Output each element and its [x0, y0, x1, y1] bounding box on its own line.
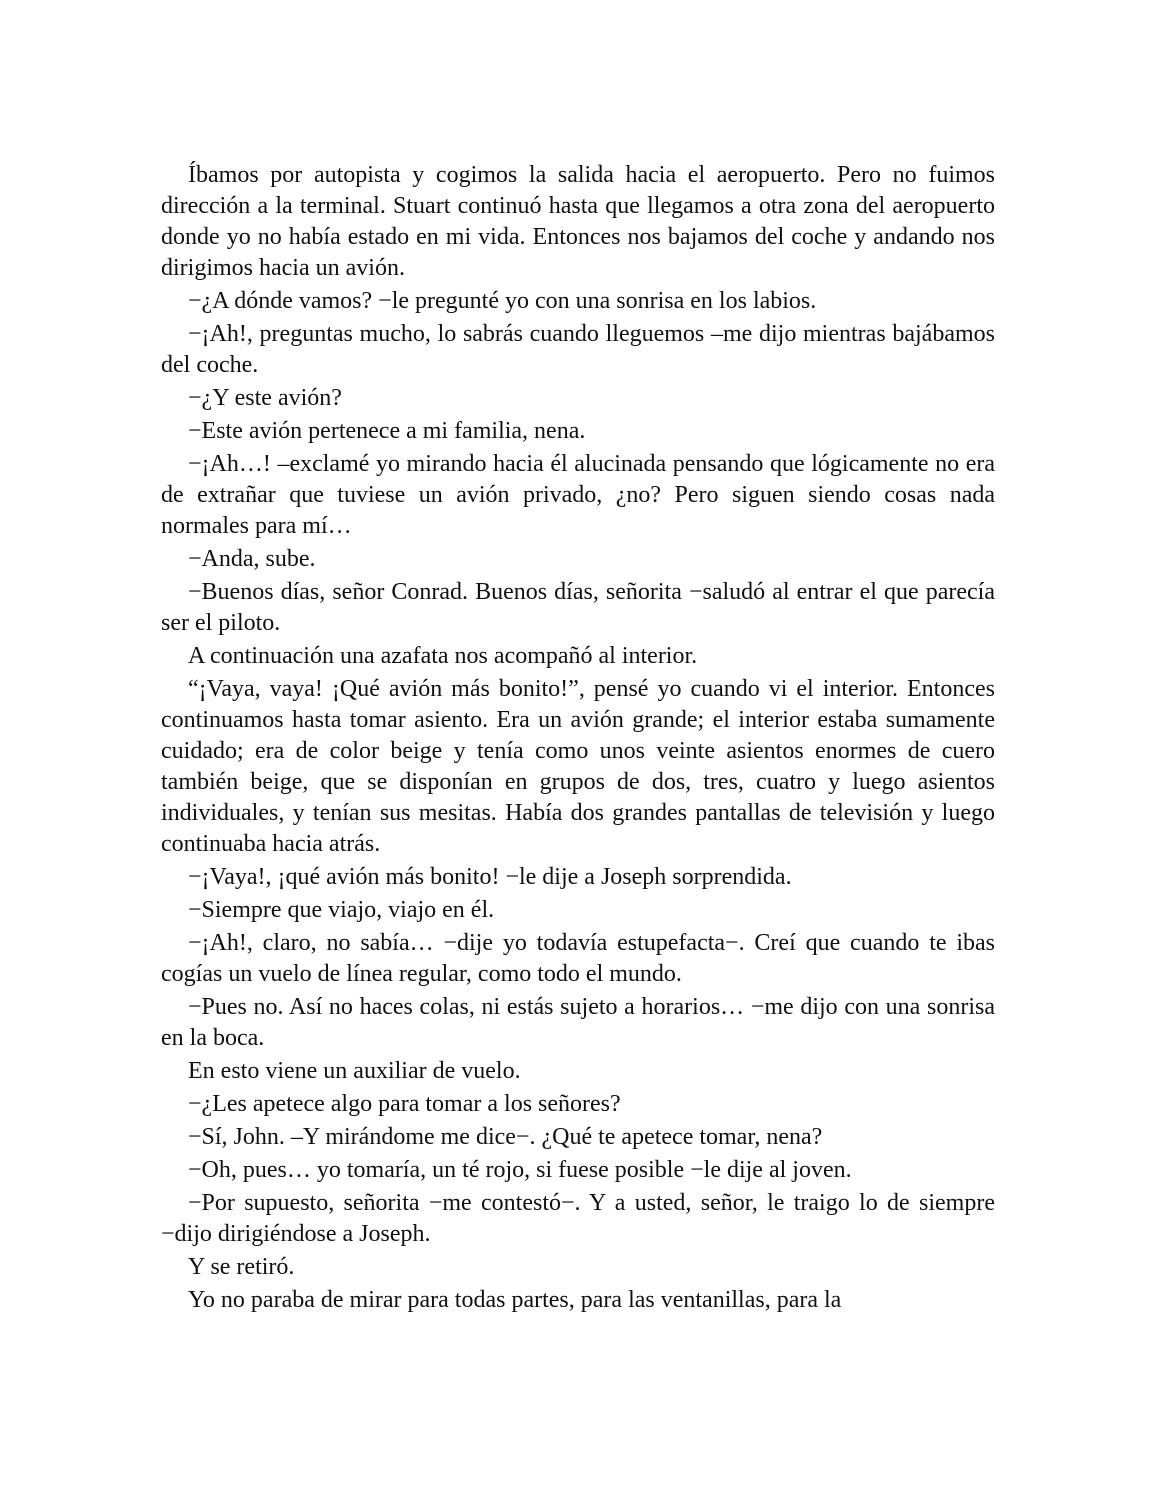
paragraph: −Pues no. Así no haces colas, ni estás sujeto a horarios… −me dijo con una sonrisa en la boca.: [161, 994, 995, 1051]
paragraph: −¿Les apetece algo para tomar a los señores?: [188, 1091, 621, 1117]
paragraph: −¿A dónde vamos? −le pregunté yo con una sonrisa en los labios.: [188, 288, 817, 314]
paragraph: −¡Vaya!, ¡qué avión más bonito! −le dije a Joseph sorprendida.: [188, 864, 792, 890]
paragraph: En esto viene un auxiliar de vuelo.: [188, 1058, 521, 1084]
paragraph: −¡Ah!, claro, no sabía… −dije yo todavía estupefacta−. Creí que cuando te ibas cogías un vuelo de línea regular, como todo el mundo.: [161, 930, 995, 987]
paragraph: −Oh, pues… yo tomaría, un té rojo, si fuese posible −le dije al joven.: [188, 1157, 852, 1183]
paragraph: −¿Y este avión?: [188, 385, 342, 411]
paragraph: −¡Ah!, preguntas mucho, lo sabrás cuando lleguemos –me dijo mientras bajábamos del coche.: [161, 321, 995, 378]
book-page-text: [161, 160, 995, 1318]
paragraph: −Por supuesto, señorita −me contestó−. Y a usted, señor, le traigo lo de siempre −dijo dirigiéndose a Joseph.: [161, 1190, 995, 1247]
paragraph: “¡Vaya, vaya! ¡Qué avión más bonito!”, pensé yo cuando vi el interior. Entonces continuamos hasta tomar asiento. Era un avión grande; el interior estaba sumamente cuidado; era de color beige y tenía como unos veinte asientos enormes de cuero también beige, que se disponían en grupos de dos, tres, cuatro y luego asientos individuales, y tenían sus mesitas. Había dos grandes pantallas de televisión y luego continuaba hacia atrás.: [161, 676, 995, 857]
paragraph: −Buenos días, señor Conrad. Buenos días, señorita −saludó al entrar el que parecía ser el piloto.: [161, 579, 995, 636]
paragraph: −Siempre que viajo, viajo en él.: [188, 897, 495, 923]
paragraph: −Este avión pertenece a mi familia, nena.: [188, 418, 586, 444]
paragraph: Yo no paraba de mirar para todas partes, para las ventanillas, para la: [188, 1287, 842, 1313]
paragraph: Y se retiró.: [188, 1254, 295, 1280]
paragraph: −Sí, John. –Y mirándome me dice−. ¿Qué te apetece tomar, nena?: [188, 1124, 823, 1150]
paragraph: −¡Ah…! –exclamé yo mirando hacia él alucinada pensando que lógicamente no era de extrañar que tuviese un avión privado, ¿no? Pero siguen siendo cosas nada normales para mí…: [161, 451, 995, 539]
paragraph: A continuación una azafata nos acompañó al interior.: [188, 643, 698, 669]
paragraph: −Anda, sube.: [188, 546, 316, 572]
paragraph: Íbamos por autopista y cogimos la salida hacia el aeropuerto. Pero no fuimos dirección a la terminal. Stuart continuó hasta que llegamos a otra zona del aeropuerto donde yo no había estado en mi vida. Entonces nos bajamos del coche y andando nos dirigimos hacia un avión.: [161, 162, 995, 281]
